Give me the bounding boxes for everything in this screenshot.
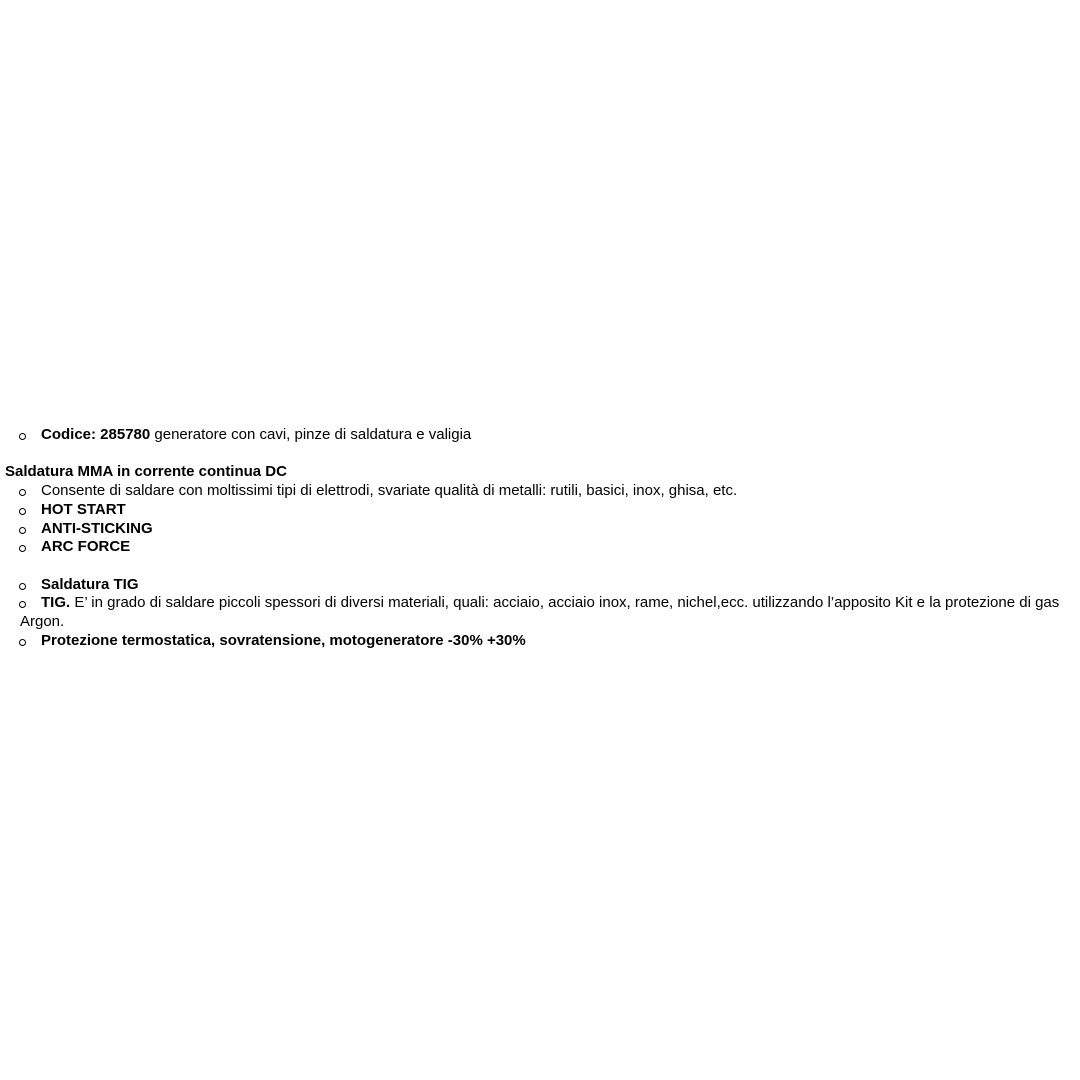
hot-start-label: HOT START xyxy=(41,500,126,518)
list-item-tig xyxy=(0,594,1080,631)
mma-features-list xyxy=(0,482,1080,557)
protection-label: Protezione termostatica, sovratensione, motogeneratore -30% +30% xyxy=(41,631,526,649)
tig-features-list xyxy=(0,576,1080,651)
list-item-code xyxy=(0,426,1080,445)
spacer xyxy=(0,557,1080,576)
tig-label: TIG. xyxy=(41,594,71,612)
list-item-protection xyxy=(0,632,1080,651)
code-list xyxy=(0,426,1080,445)
list-item-electrodes: Consente di saldare con moltissimi tipi di elettrodi, svariate qualità di metalli: rutili, basici, inox, ghisa, etc. xyxy=(0,482,1080,501)
mma-heading: Saldatura MMA in corrente continua DC xyxy=(5,463,287,481)
code-text: generatore con cavi, pinze di saldatura e valigia xyxy=(150,426,472,443)
tig-text: E’ in grado di saldare piccoli spessori di diversi materiali, quali: acciaio, acciaio inox, rame, nichel,ecc. utilizzando l’apposito Kit e la protezione di gas Argon. xyxy=(20,594,1060,630)
list-item-tig-heading xyxy=(0,576,1080,595)
list-item-arc-force xyxy=(0,538,1080,557)
code-label: Codice: 285780 xyxy=(41,426,151,443)
list-item-anti-sticking xyxy=(0,520,1080,539)
tig-heading: Saldatura TIG xyxy=(41,575,139,593)
list-item-hot-start xyxy=(0,501,1080,520)
spacer xyxy=(0,445,1080,464)
product-description xyxy=(0,426,1080,650)
arc-force-label: ARC FORCE xyxy=(41,538,131,556)
anti-sticking-label: ANTI-STICKING xyxy=(41,519,153,537)
